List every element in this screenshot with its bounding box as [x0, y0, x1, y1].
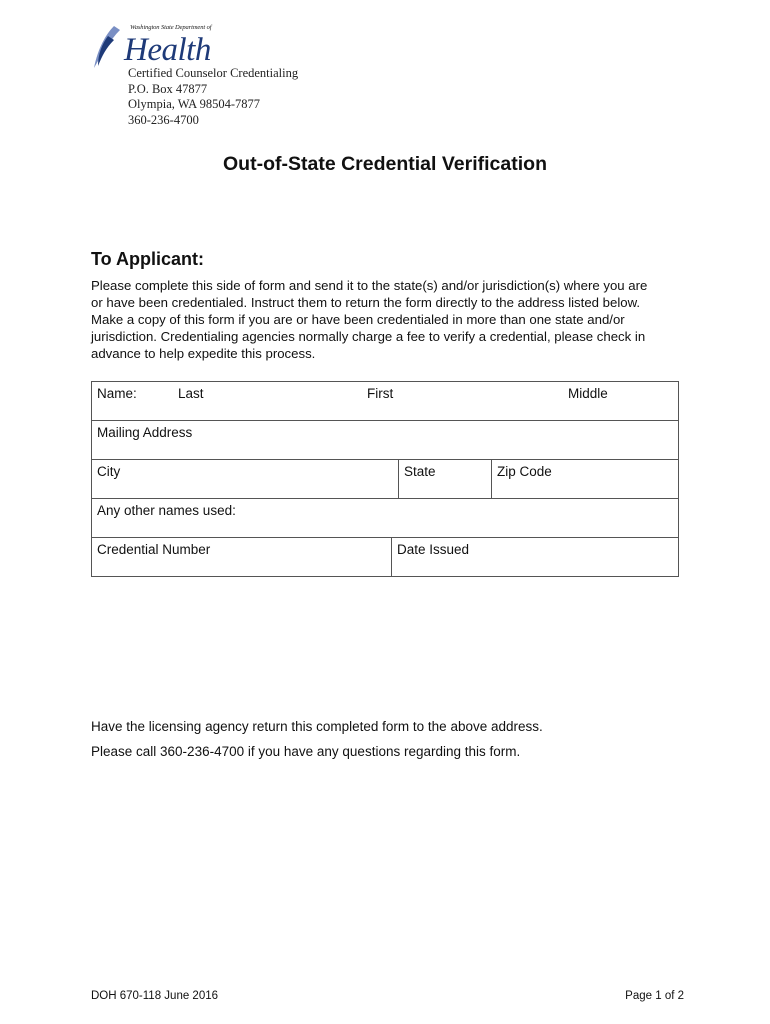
name-label: Name:: [97, 386, 137, 401]
name-row: [92, 382, 678, 421]
address-line: P.O. Box 47877: [128, 81, 208, 96]
city-field[interactable]: [92, 460, 398, 498]
contact-instruction: Please call 360-236-4700 if you have any questions regarding this form.: [91, 744, 521, 759]
mailing-address-label: Mailing Address: [97, 425, 193, 440]
instruction-line: advance to help expedite this process.: [91, 346, 316, 361]
middle-name-label: Middle: [568, 386, 608, 401]
applicant-form: [91, 381, 679, 577]
document-id: DOH 670-118 June 2016: [91, 990, 219, 1002]
city-state-zip-row: [92, 460, 678, 499]
first-name-label: First: [367, 386, 394, 401]
zip-code-label: Zip Code: [497, 464, 552, 479]
mailing-address-field[interactable]: [92, 421, 678, 459]
address-line: Olympia, WA 98504-7877: [128, 97, 261, 111]
instruction-line: Make a copy of this form if you are or have been credentialed in more than one state and/or: [91, 312, 625, 327]
city-label: City: [97, 464, 121, 479]
other-names-label: Any other names used:: [97, 503, 236, 518]
page-number: Page 1 of 2: [625, 990, 684, 1002]
section-heading: To Applicant:: [91, 249, 204, 269]
instruction-line: Please complete this side of form and send it to the state(s) and/or jurisdiction(s) where you are: [91, 278, 648, 293]
zip-code-field[interactable]: [491, 460, 678, 498]
other-names-row: [92, 499, 678, 538]
logo-wordmark: Health: [124, 32, 211, 68]
instruction-line: or have been credentialed. Instruct them to return the form directly to the address listed below.: [91, 295, 641, 310]
credential-number-label: Credential Number: [97, 542, 211, 557]
agency-address: [128, 66, 298, 128]
page-title: Out-of-State Credential Verification: [223, 153, 547, 175]
credential-row: [92, 538, 678, 576]
credential-number-field[interactable]: [92, 538, 391, 576]
instruction-line: jurisdiction. Credentialing agencies normally charge a fee to verify a credential, please check in: [91, 329, 646, 344]
address-line: 360-236-4700: [128, 112, 199, 127]
name-field[interactable]: [92, 382, 678, 420]
date-issued-label: Date Issued: [397, 542, 470, 557]
date-issued-field[interactable]: [391, 538, 678, 576]
last-name-label: Last: [178, 386, 204, 401]
applicant-instructions: [91, 277, 691, 362]
logo-agency-name: Washington State Department of: [130, 24, 212, 31]
other-names-field[interactable]: [92, 499, 678, 537]
address-line: Certified Counselor Credentialing: [128, 66, 299, 80]
state-field[interactable]: [398, 460, 491, 498]
state-label: State: [404, 464, 436, 479]
return-instruction: Have the licensing agency return this completed form to the above address.: [91, 719, 543, 734]
doh-logo: [90, 22, 210, 72]
mailing-address-row: [92, 421, 678, 460]
